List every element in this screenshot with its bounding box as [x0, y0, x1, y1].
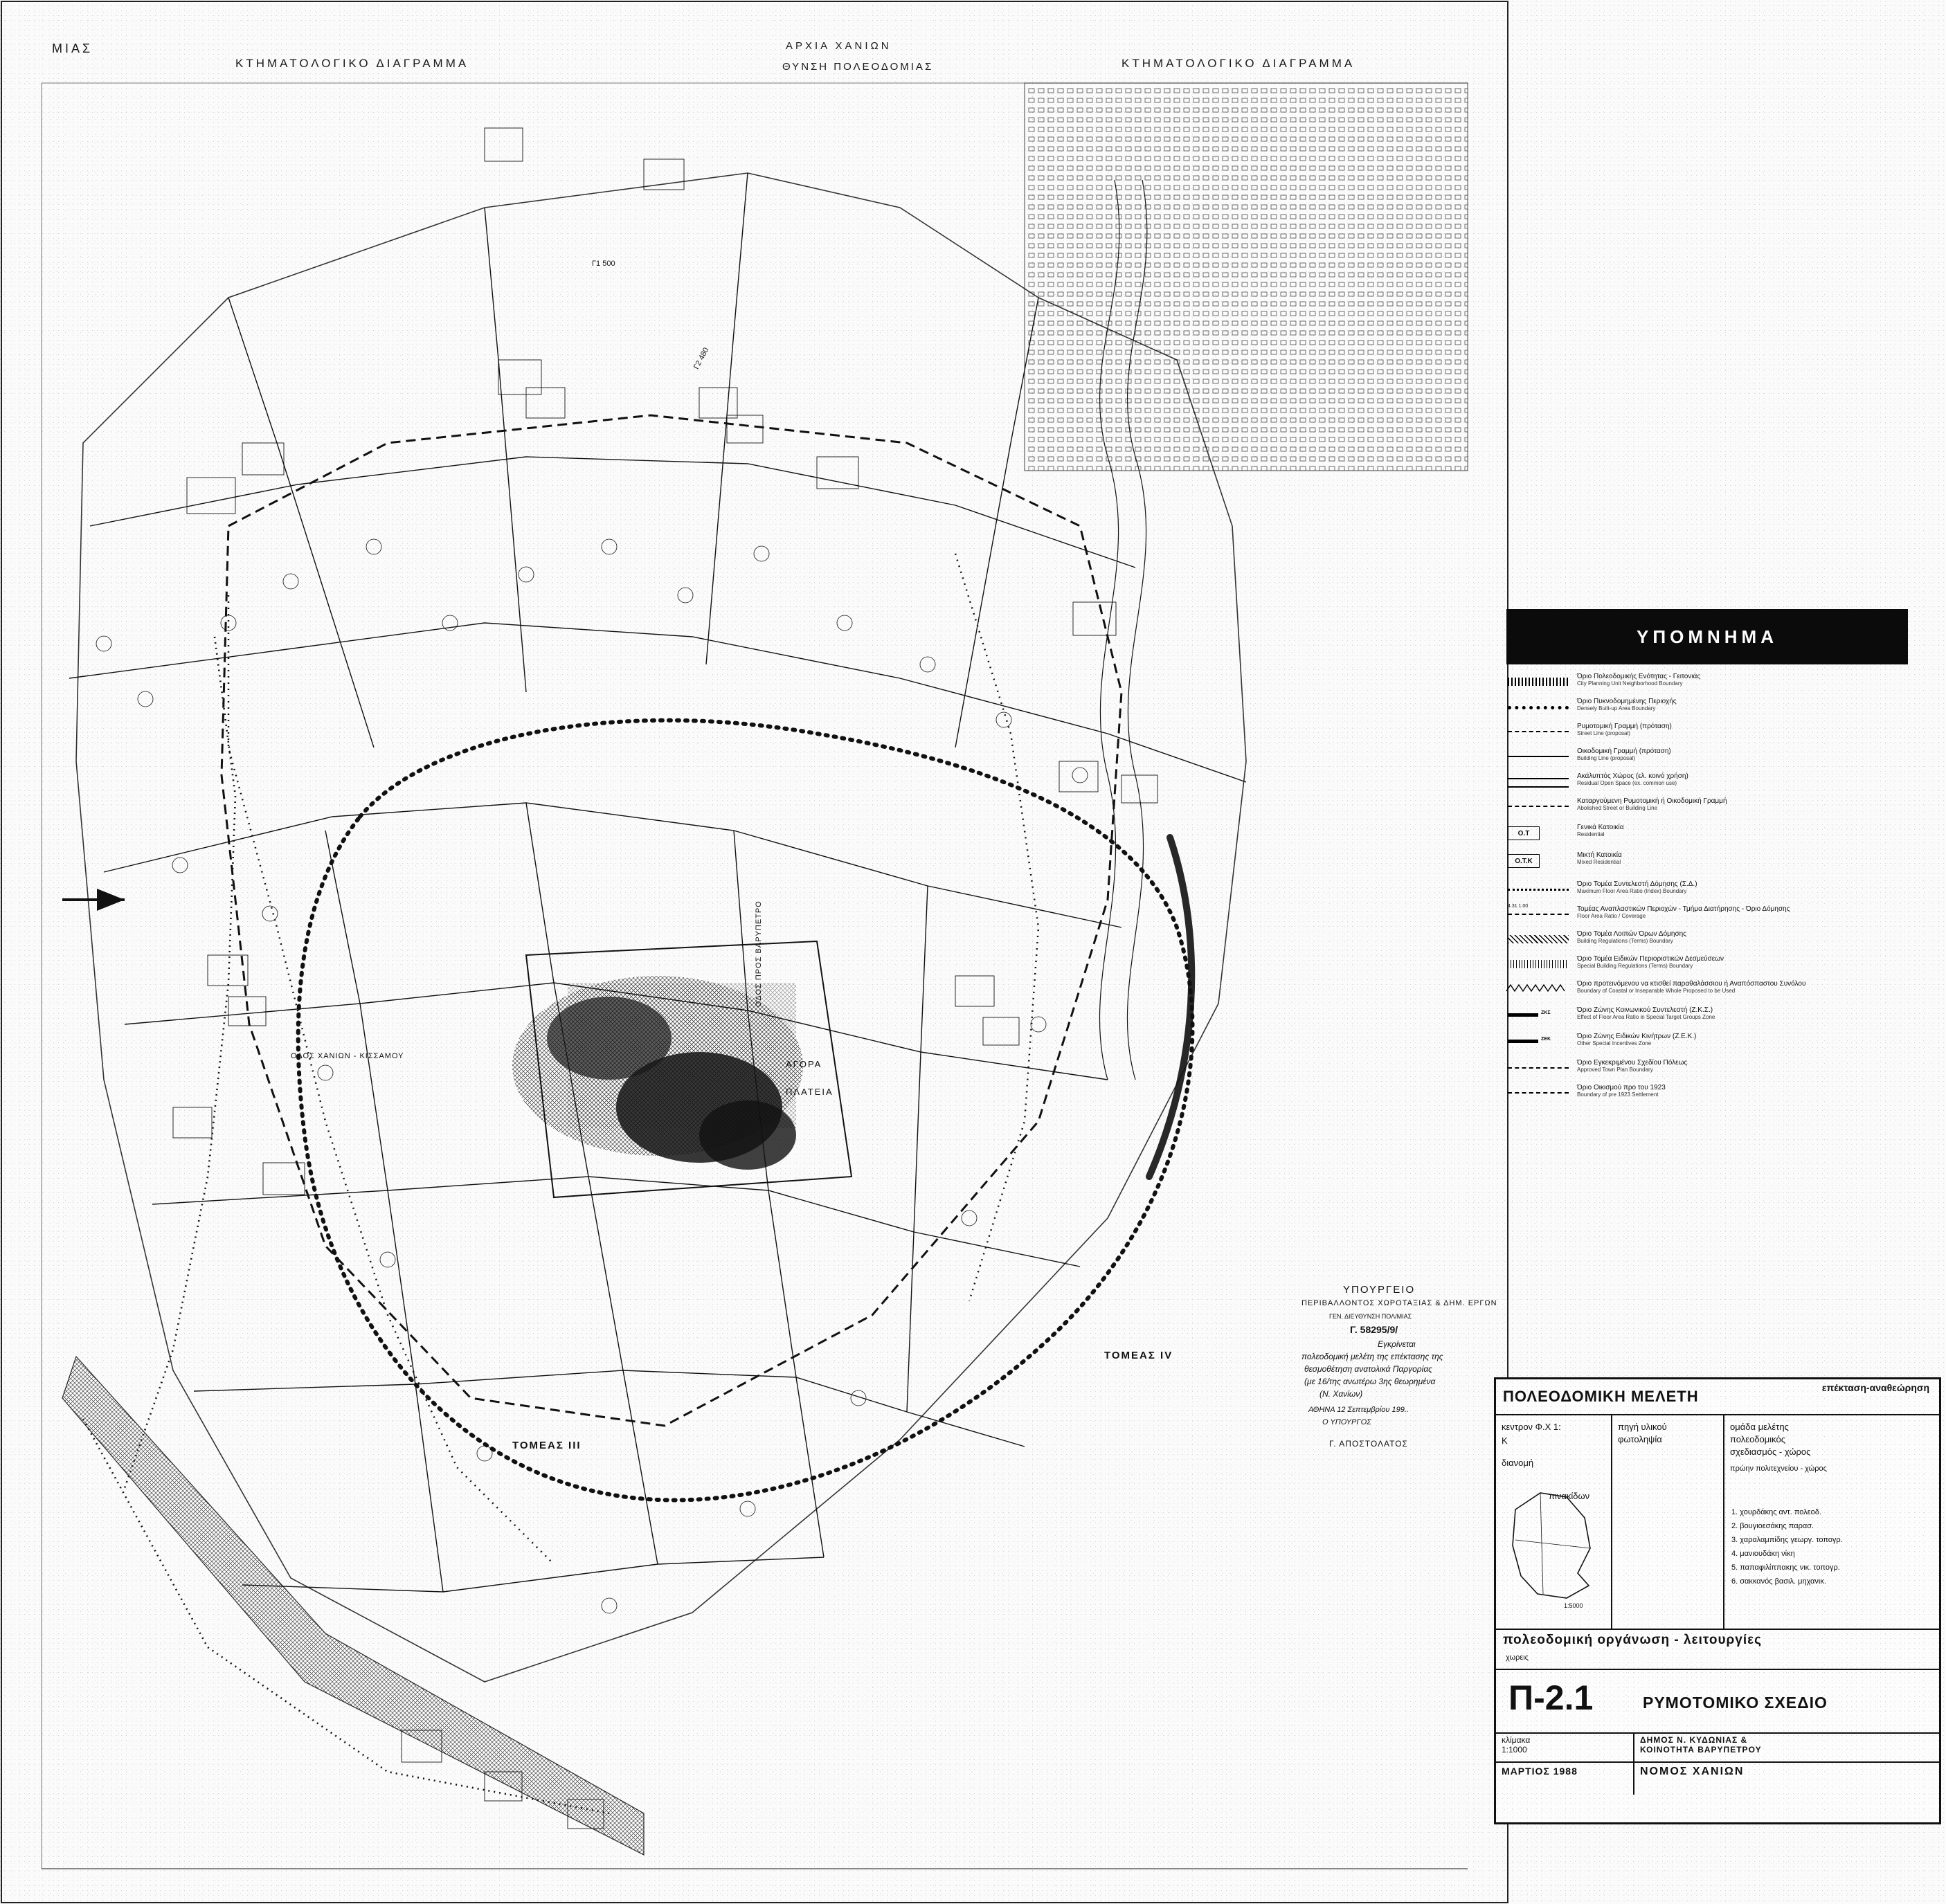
tb-photography-label: φωτοληψία — [1618, 1434, 1662, 1444]
legend-symbol-zks: ΖΚΣ — [1505, 1009, 1571, 1022]
legend-symbol-wave — [1505, 958, 1571, 970]
header-authority-line2: ΘΥΝΣΗ ΠΟΛΕΟΔΟΜΙΑΣ — [782, 61, 934, 73]
legend-label-el: Ακάλυπτός Χώρος (ελ. κοινό χρήση) — [1577, 772, 1688, 780]
legend-row — [1505, 698, 1907, 721]
stamp-city-date: ΑΘΗΝΑ 12 Σεπτεμβρίου 199.. — [1308, 1406, 1409, 1414]
prefecture-cell: ΝΟΜΟΣ ΧΑΝΙΩΝ — [1640, 1766, 1745, 1777]
legend-row — [1505, 1006, 1907, 1030]
legend-label-en: Residual Open Space (ex. common use) — [1577, 780, 1677, 786]
legend-label-el: Όριο Ζώνης Ειδικών Κινήτρων (Ζ.Ε.Κ.) — [1577, 1033, 1697, 1040]
legend-symbol-cross-hatch — [1505, 933, 1571, 945]
elevation-label-1: Γ1 500 — [592, 260, 615, 268]
stamp-ministry-full: ΠΕΡΙΒΑΛΛΟΝΤΟΣ ΧΩΡΟΤΑΞΙΑΣ & ΔΗΜ. ΕΡΓΩΝ — [1301, 1299, 1497, 1307]
label-street-chanion-kissamou: ΟΔΟΣ ΧΑΝΙΩΝ - ΚΙΣΣΑΜΟΥ — [291, 1052, 404, 1060]
legend-symbol-box-otk — [1505, 854, 1571, 867]
legend-row — [1505, 880, 1907, 904]
stamp-ministry: ΥΠΟΥΡΓΕΙΟ — [1343, 1284, 1416, 1296]
legend-box-label: Ο.Τ.Κ — [1508, 854, 1540, 868]
team-member: 2. βουγιοεσάκης παρασ. — [1731, 1522, 1814, 1530]
legend-row — [1505, 747, 1907, 771]
tb-design-label: σχεδιασμός - χώρος — [1730, 1447, 1811, 1457]
band-title: πολεοδομική οργάνωση - λειτουργίες — [1503, 1633, 1763, 1647]
stamp-role: Ο ΥΠΟΥΡΓΟΣ — [1322, 1418, 1371, 1426]
legend-symbol-dashed — [1505, 725, 1571, 738]
legend-label-el: Όριο Ζώνης Κοινωνικού Συντελεστή (Ζ.Κ.Σ.) — [1577, 1006, 1713, 1014]
legend-label-el: Όριο Τομέα Συντελεστή Δόμησης (Σ.Δ.) — [1577, 880, 1697, 888]
sector-label-4: ΤΟΜΕΑΣ IV — [1104, 1350, 1173, 1361]
stamp-hand-1: Εγκρίνεται — [1378, 1339, 1416, 1349]
approval-stamp — [1301, 1284, 1509, 1464]
tb-center-scale: κεντρον Φ.Χ 1: — [1502, 1422, 1561, 1432]
legend-symbol-hatch — [1505, 676, 1571, 688]
legend-label-en: Building Regulations (Terms) Boundary — [1577, 938, 1673, 944]
title-block-column-team — [1724, 1415, 1939, 1629]
title-block-header — [1496, 1379, 1939, 1415]
label-street-varypetro: ΟΔΟΣ ΠΡΟΣ ΒΑΡΥΠΕΤΡΟ — [755, 900, 763, 1007]
header-right: ΚΤΗΜΑΤΟΛΟΓΙΚΟ ΔΙΑΓΡΑΜΜΑ — [1121, 57, 1355, 70]
legend-label-en: Residential — [1577, 831, 1605, 837]
label-agora: ΑΓΟΡΑ — [786, 1059, 822, 1069]
tb-sheets-label: πινακίδων — [1549, 1491, 1590, 1501]
title-block-column-distribution — [1496, 1415, 1612, 1629]
legend-row — [1505, 723, 1907, 746]
legend-label-en: Floor Area Ratio / Coverage — [1577, 913, 1646, 919]
legend-label-el: Μικτή Κατοικία — [1577, 851, 1622, 859]
date-cell: ΜΑΡΤΙΟΣ 1988 — [1496, 1763, 1634, 1795]
plan-name: ΡΥΜΟΤΟΜΙΚΟ ΣΧΕΔΙΟ — [1643, 1694, 1828, 1712]
legend-label-el: Όριο προτεινόμενου να κτισθεί παραθαλάσσιου ή Αναπόσπαστου Συνόλου — [1577, 980, 1806, 988]
sector-label-3: ΤΟΜΕΑΣ III — [512, 1440, 582, 1451]
municipality-line-1: ΔΗΜΟΣ Ν. ΚΥΔΩΝΙΑΣ & — [1640, 1735, 1748, 1745]
legend-box-label: Ο.Τ — [1508, 826, 1540, 840]
header-authority-line1: ΑΡΧΙΑ ΧΑΝΙΩΝ — [786, 40, 892, 52]
stamp-hand-3: θεσμοθέτηση ανατολικά Παργορίας — [1304, 1364, 1433, 1374]
legend-row — [1505, 930, 1907, 954]
stamp-hand-4: (με 16/της ανωτέρω 3ης θεωρημένα — [1304, 1377, 1436, 1386]
legend-label-en: City Planning Unit Neighborhood Boundary — [1577, 680, 1683, 687]
tb-center-letter: Κ — [1502, 1435, 1508, 1446]
legend-symbol-dash-number: 4.31 1.00 — [1505, 908, 1571, 921]
legend-label-el: Οικοδομική Γραμμή (πρόταση) — [1577, 747, 1671, 755]
legend-label-en: Effect of Floor Area Ratio in Special Target Groups Zone — [1577, 1014, 1715, 1020]
stamp-signer: Γ. ΑΠΟΣΤΟΛΑΤΟΣ — [1329, 1439, 1408, 1449]
legend-label-el: Όριο Εγκεκριμένου Σχεδίου Πόλεως — [1577, 1059, 1688, 1067]
legend-symbol-solid — [1505, 750, 1571, 763]
legend-row — [1505, 1033, 1907, 1056]
title-block-sub-2: -αναθεώρηση — [1866, 1382, 1929, 1393]
legend-row — [1505, 824, 1907, 847]
legend-row — [1505, 851, 1907, 875]
tb-team-label: ομάδα μελέτης — [1730, 1422, 1789, 1432]
legend-label-en: Densely Built-up Area Boundary — [1577, 705, 1656, 711]
legend-label-en: Boundary of pre 1923 Settlement — [1577, 1091, 1659, 1098]
legend-label-en: Building Line (proposal) — [1577, 755, 1636, 761]
tb-distribution-label: διανομή — [1502, 1458, 1534, 1468]
legend-row — [1505, 1059, 1907, 1082]
legend-label-en: Street Line (proposal) — [1577, 730, 1630, 736]
legend-label-el: Γενικά Κατοικία — [1577, 824, 1624, 831]
team-member: 5. παπαφιλίππακης νικ. τοπογρ. — [1731, 1563, 1840, 1572]
scale-label: κλίμακα — [1502, 1735, 1531, 1745]
drawing-code: Π-2.1 — [1508, 1678, 1594, 1717]
legend-label-en: Mixed Residential — [1577, 859, 1621, 865]
legend-label-en: Approved Town Plan Boundary — [1577, 1067, 1653, 1073]
legend-symbol-double-line — [1505, 775, 1571, 788]
municipality-line-2: ΚΟΙΝΟΤΗΤΑ ΒΑΡΥΠΕΤΡΟΥ — [1640, 1745, 1762, 1755]
band-sub: χωρεις — [1506, 1653, 1529, 1662]
svg-text:1:5000: 1:5000 — [1564, 1602, 1583, 1609]
legend-symbol-zek: ΖΕΚ — [1505, 1035, 1571, 1048]
legend-label-el: Όριο Οικισμού προ του 1923 — [1577, 1084, 1666, 1091]
tb-polytechnic-label: πρώην πολιτεχνείου - χώρος — [1730, 1465, 1827, 1473]
title-block — [1494, 1377, 1941, 1824]
legend-symbol-box-ot — [1505, 826, 1571, 839]
scale-label-cell — [1496, 1732, 1634, 1763]
title-block-column-source — [1612, 1415, 1724, 1629]
legend-row — [1505, 797, 1907, 821]
key-map — [1500, 1482, 1604, 1613]
legend-title: ΥΠΟΜΝΗΜΑ — [1506, 609, 1908, 664]
legend-label-el: Όριο Τομέα Ειδικών Περιοριστικών Δεσμεύσεων — [1577, 955, 1724, 963]
legend-symbol-dash-dot-2 — [1505, 1087, 1571, 1099]
header-left: ΜΙΑΣ — [52, 42, 93, 55]
elevation-label-2: Γ2 480 — [692, 346, 711, 371]
legend-row — [1505, 955, 1907, 979]
legend-symbol-long-dash — [1505, 800, 1571, 813]
legend-symbol-zigzag — [1505, 983, 1571, 995]
legend-row — [1505, 980, 1907, 1004]
legend-symbol-dash-dot — [1505, 1062, 1571, 1074]
legend-label-el: Ρυμοτομική Γραμμή (πρόταση) — [1577, 723, 1672, 730]
stamp-directorate: ΓΕΝ. ΔΙΕΥΘΥΝΣΗ ΠΟΛ/ΜΙΑΣ — [1329, 1313, 1412, 1320]
tb-source-label: πηγή υλικού — [1618, 1422, 1667, 1432]
legend-label-el: Καταργούμενη Ρυμοτομική ή Οικοδομική Γραμμή — [1577, 797, 1727, 805]
tb-planning-label: πολεοδομικός — [1730, 1434, 1785, 1444]
legend-label-en: Boundary of Coastal or Inseparable Whole Proposed to be Used — [1577, 988, 1736, 994]
legend-label-el: Όριο Πολεοδομικής Ενότητας - Γειτονιάς — [1577, 673, 1701, 680]
stamp-hand-2: πολεοδομική μελέτη της επέκτασης της — [1301, 1352, 1443, 1361]
team-member: 1. χουρδάκης αντ. πολεοδ. — [1731, 1508, 1821, 1516]
team-member: 3. χαραλαμπίδης γεωργ. τοπογρ. — [1731, 1536, 1843, 1544]
municipality-cell — [1634, 1732, 1939, 1763]
scale-value: 1:1000 — [1502, 1745, 1527, 1755]
header-center-left: ΚΤΗΜΑΤΟΛΟΓΙΚΟ ΔΙΑΓΡΑΜΜΑ — [235, 57, 469, 70]
legend-row — [1505, 772, 1907, 796]
legend-symbol-dotted-thick — [1505, 700, 1571, 713]
legend-label-en: Abolished Street or Building Line — [1577, 805, 1658, 811]
stamp-hand-5: (Ν. Χανίων) — [1319, 1389, 1363, 1399]
legend-panel — [1501, 609, 1916, 1098]
team-member: 4. μανιουδάκη νίκη — [1731, 1550, 1795, 1558]
title-block-sub-title — [1822, 1382, 1929, 1393]
legend-label-el: Τομέας Αναπλαστικών Περιοχών - Τμήμα Διατήρησης - Όριο Δόμησης — [1577, 905, 1790, 913]
legend-symbol-dotted — [1505, 883, 1571, 896]
team-member: 6. σακκανός βασιλ. μηχανικ. — [1731, 1577, 1826, 1586]
legend-label-en: Other Special Incentives Zone — [1577, 1040, 1652, 1046]
legend-label-en: Special Building Regulations (Terms) Boundary — [1577, 963, 1693, 969]
legend-row — [1505, 905, 1907, 929]
legend-label-el: Όριο Πυκνοδομημένης Περιοχής — [1577, 698, 1677, 705]
legend-row — [1505, 673, 1907, 696]
legend-row — [1505, 1084, 1907, 1107]
title-block-main-title: ΠΟΛΕΟΔΟΜΙΚΗ ΜΕΛΕΤΗ — [1503, 1388, 1699, 1405]
legend-label-el: Όριο Τομέα Λοιπών Όρων Δόμησης — [1577, 930, 1687, 938]
title-block-sub-1: επέκταση — [1821, 1382, 1866, 1393]
stamp-reference-number: Γ. 58295/9/ — [1350, 1324, 1398, 1335]
legend-label-en: Maximum Floor Area Ratio (Index) Boundary — [1577, 888, 1687, 894]
label-plateia: ΠΛΑΤΕΙΑ — [786, 1087, 834, 1097]
